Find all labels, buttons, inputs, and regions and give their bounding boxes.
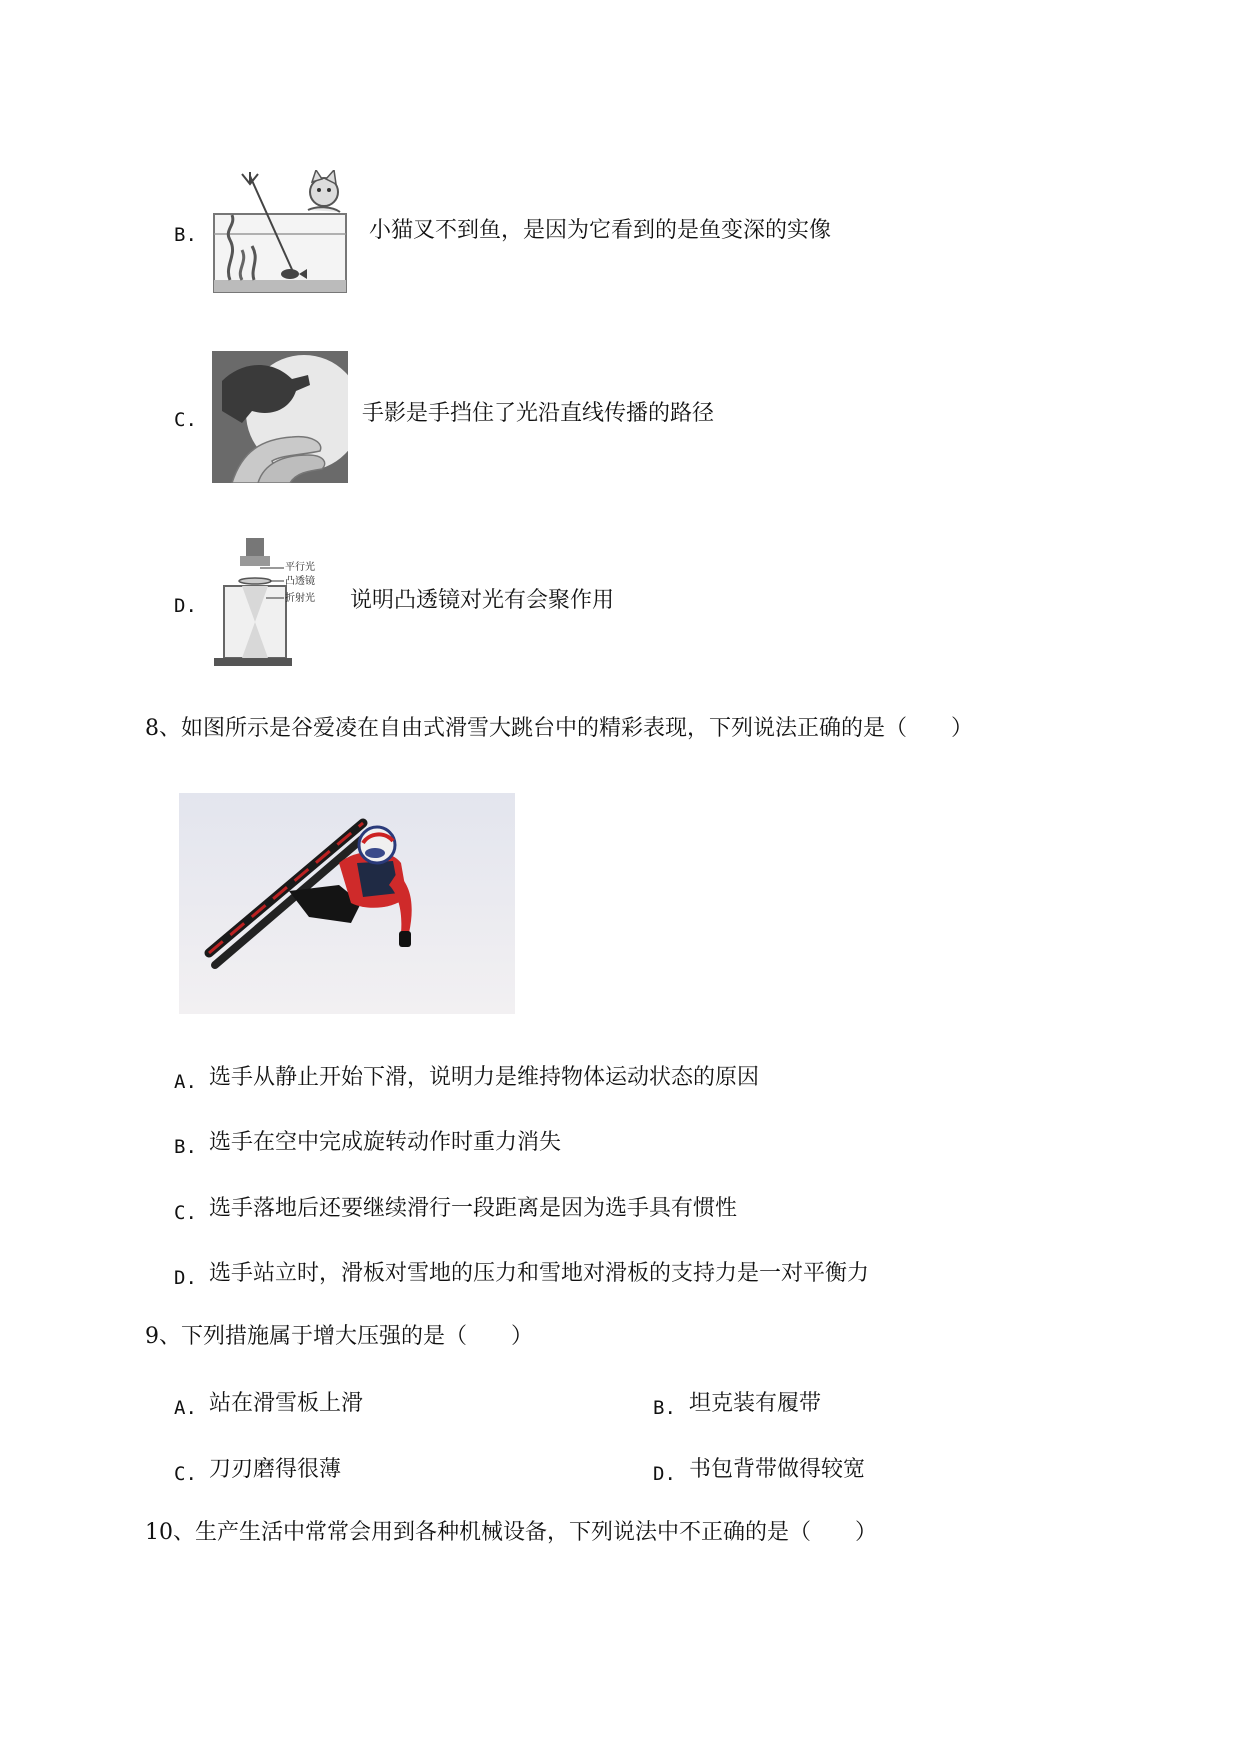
option-letter: C. [174, 1463, 197, 1485]
option-text: 站在滑雪板上滑 [209, 1391, 364, 1416]
question-stem: 10、生产生活中常常会用到各种机械设备，下列说法中不正确的是（ ） [145, 1520, 877, 1545]
option-text: 小猫叉不到鱼，是因为它看到的是鱼变深的实像 [369, 218, 832, 243]
option-text: 手影是手挡住了光沿直线传播的路径 [362, 401, 715, 426]
option-text: 坦克装有履带 [689, 1391, 822, 1416]
figure-label: 平行光 [285, 562, 315, 573]
cat-fishing-figure [212, 170, 348, 294]
option-text: 选手落地后还要继续滑行一段距离是因为选手具有惯性 [209, 1196, 738, 1221]
option-letter: D. [174, 595, 197, 617]
figure-label: 折射光 [285, 593, 315, 604]
figure-label: 凸透镜 [285, 576, 315, 587]
option-text: 选手从静止开始下滑，说明力是维持物体运动状态的原因 [209, 1065, 760, 1090]
option-text: 书包背带做得较宽 [689, 1457, 866, 1482]
option-letter: D. [174, 1267, 197, 1289]
question-stem: 9、下列措施属于增大压强的是（ ） [145, 1324, 533, 1349]
option-text: 选手站立时，滑板对雪地的压力和雪地对滑板的支持力是一对平衡力 [209, 1261, 870, 1286]
option-text: 选手在空中完成旋转动作时重力消失 [209, 1130, 562, 1155]
option-letter: B. [174, 1136, 197, 1158]
question-stem: 8、如图所示是谷爱凌在自由式滑雪大跳台中的精彩表现，下列说法正确的是（ ） [145, 716, 973, 741]
option-letter: D. [653, 1463, 676, 1485]
freestyle-skier-photo [179, 793, 515, 1014]
option-letter: C. [174, 409, 197, 431]
option-letter: B. [653, 1397, 676, 1419]
hand-shadow-figure [212, 351, 348, 483]
option-letter: B. [174, 224, 197, 246]
option-letter: A. [174, 1071, 197, 1093]
option-text: 说明凸透镜对光有会聚作用 [350, 588, 615, 613]
option-text: 刀刃磨得很薄 [209, 1457, 342, 1482]
option-letter: C. [174, 1202, 197, 1224]
option-letter: A. [174, 1397, 197, 1419]
convex-lens-figure [212, 536, 328, 668]
